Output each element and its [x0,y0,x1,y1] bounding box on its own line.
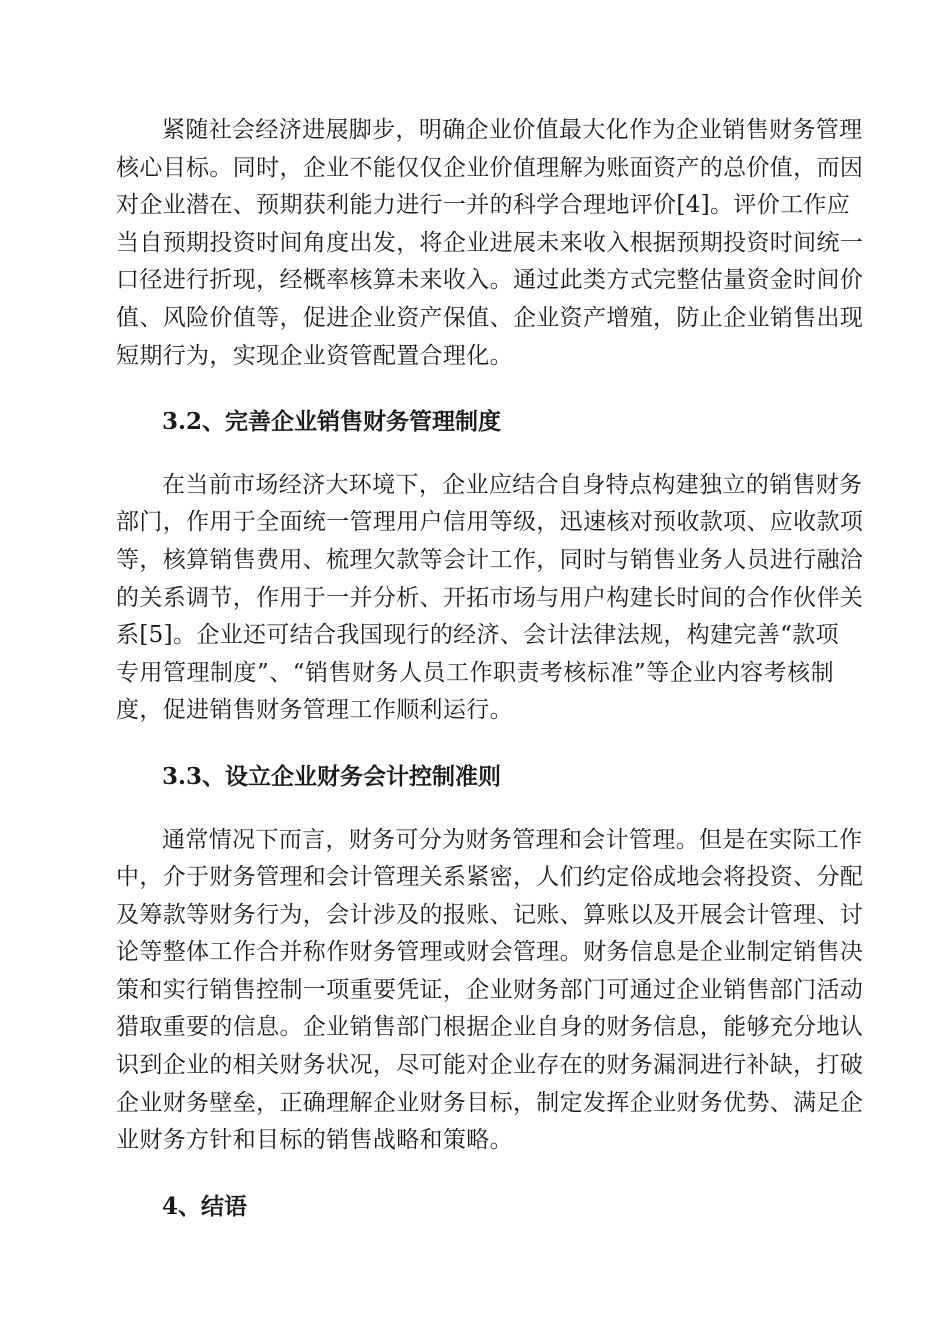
text-line: 中，介于财务管理和会计管理关系紧密，人们约定俗成地会将投资、分配 [116,864,864,891]
text-line: 论等整体工作合并称作财务管理或财会管理。财务信息是企业制定销售决 [116,939,864,966]
text-line: 短期行为，实现企业资管配置合理化。 [116,342,513,369]
text-line: 在当前市场经济大环境下，企业应结合自身特点构建独立的销售财务 [162,471,863,498]
text-line: 及筹款等财务行为，会计涉及的报账、记账、算账以及开展会计管理、讨 [116,901,864,928]
text-line: 对企业潜在、预期获利能力进行一并的科学合理地评价[4]。评价工作应 [116,192,851,219]
section-heading-3-2: 3.2、完善企业销售财务管理制度 [162,408,502,436]
text-line: 的关系调节，作用于一并分析、开拓市场与用户构建长时间的合作伙伴关 [116,584,864,611]
text-line: 策和实行销售控制一项重要凭证，企业财务部门可通过企业销售部门活动 [116,976,864,1003]
document-page [116,112,864,1225]
text-line: 核心目标。同时，企业不能仅仅企业价值理解为账面资产的总价值，而因 [116,154,864,181]
text-line: 通常情况下而言，财务可分为财务管理和会计管理。但是在实际工作 [162,826,863,853]
text-line: 等，核算销售费用、梳理欠款等会计工作，同时与销售业务人员进行融洽 [116,546,864,573]
text-line: 值、风险价值等，促进企业资产保值、企业资产增殖，防止企业销售出现 [116,304,864,331]
text-line: 猎取重要的信息。企业销售部门根据企业自身的财务信息，能够充分地认 [116,1014,864,1041]
text-line: 紧随社会经济进展脚步，明确企业价值最大化作为企业销售财务管理 [162,117,863,143]
section-heading-4: 4、结语 [162,1192,248,1220]
text-line: 专用管理制度”、“销售财务人员工作职责考核标准”等企业内容考核制 [116,659,834,686]
text-line: 口径进行折现，经概率核算未来收入。通过此类方式完整估量资金时间价 [116,267,864,294]
paragraph-enterprise-value [116,112,864,375]
text-line: 当自预期投资时间角度出发，将企业进展未来收入根据预期投资时间统一 [116,229,864,256]
text-line: 识到企业的相关财务状况，尽可能对企业存在的财务漏洞进行补缺，打破 [116,1052,864,1079]
text-line: 部门，作用于全面统一管理用户信用等级，迅速核对预收款项、应收款项 [116,509,864,536]
text-line: 企业财务壁垒，正确理解企业财务目标，制定发挥企业财务优势、满足企 [116,1089,864,1116]
text-line: 度，促进销售财务管理工作顺利运行。 [116,697,513,724]
section-heading-3-3: 3.3、设立企业财务会计控制准则 [162,762,502,790]
text-line: 业财务方针和目标的销售战略和策略。 [116,1127,513,1154]
paragraph-accounting-control [116,822,864,1160]
text-line: 系[5]。企业还可结合我国现行的经济、会计法律法规，构建完善“款项 [116,622,839,649]
paragraph-sales-finance-system [116,467,864,730]
